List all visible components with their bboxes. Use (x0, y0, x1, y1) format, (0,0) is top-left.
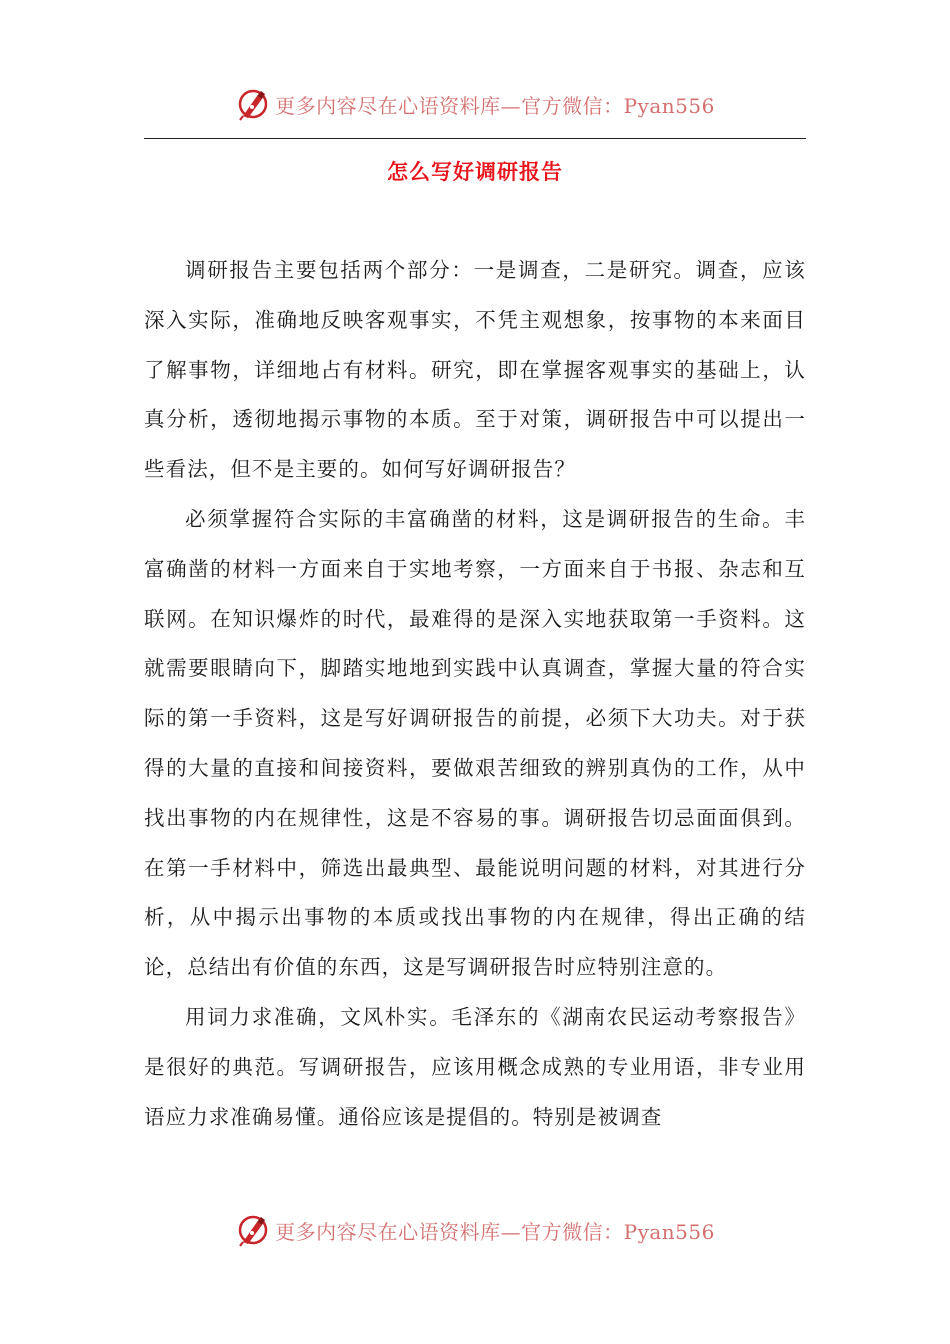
paragraph: 调研报告主要包括两个部分：一是调查，二是研究。调查，应该深入实际，准确地反映客观事实，不凭主观想象，按事物的本来面目了解事物，详细地占有材料。研究，即在掌握客观事实的基础上，认真分析，透彻地揭示事物的本质。至于对策，调研报告中可以提出一些看法，但不是主要的。如何写好调研报告？ (144, 258, 806, 482)
header-banner-text: 更多内容尽在心语资料库—官方微信：Pyan556 (275, 93, 715, 118)
footer-banner (0, 1208, 950, 1252)
document-body (144, 246, 806, 1142)
document-title: 怎么写好调研报告 (387, 160, 563, 184)
header-banner (0, 82, 950, 126)
header-divider (144, 138, 806, 139)
pen-nib-circle-icon (235, 1212, 271, 1248)
pen-nib-circle-icon (235, 86, 271, 122)
footer-banner-text: 更多内容尽在心语资料库—官方微信：Pyan556 (275, 1219, 715, 1244)
paragraph: 必须掌握符合实际的丰富确凿的材料，这是调研报告的生命。丰富确凿的材料一方面来自于实地考察，一方面来自于书报、杂志和互联网。在知识爆炸的时代，最难得的是深入实地获取第一手资料。这就需要眼睛向下，脚踏实地地到实践中认真调查，掌握大量的符合实际的第一手资料，这是写好调研报告的前提，必须下大功夫。对于获得的大量的直接和间接资料，要做艰苦细致的辨别真伪的工作，从中找出事物的内在规律性，这是不容易的事。调研报告切忌面面俱到。在第一手材料中，筛选出最典型、最能说明问题的材料，对其进行分析，从中揭示出事物的本质或找出事物的内在规律，得出正确的结论，总结出有价值的东西，这是写调研报告时应特别注意的。 (144, 506, 806, 980)
paragraph: 用词力求准确，文风朴实。毛泽东的《湖南农民运动考察报告》是很好的典范。写调研报告，应该用概念成熟的专业用语，非专业用语应力求准确易懂。通俗应该是提倡的。特别是被调查 (144, 1004, 806, 1129)
